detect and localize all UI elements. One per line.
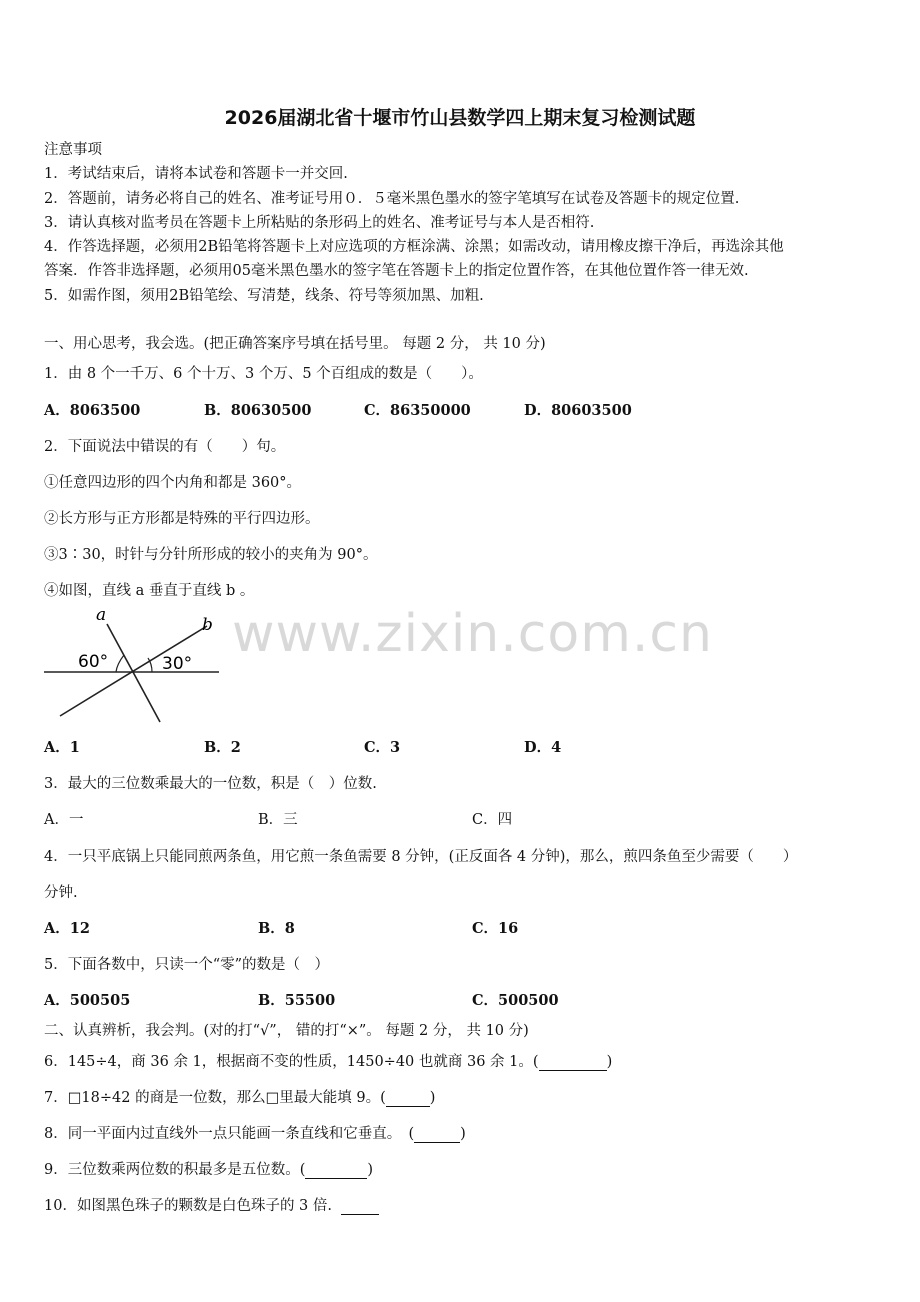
section-one-heading: 一、用心思考，我会选。(把正确答案序号填在括号里。 每题 2 分， 共 10 分): [44, 336, 546, 352]
q5-option-a: A．500505: [44, 992, 131, 1009]
page-title: 2026届湖北省十堰市竹山县数学四上期末复习检测试题: [224, 107, 696, 129]
notice-item: 1．考试结束后，请将本试卷和答题卡一并交回.: [44, 166, 348, 182]
question-5: 5．下面各数中，只读一个“零”的数是（ ）: [44, 957, 330, 973]
angle-30-label: 30°: [162, 654, 193, 674]
q8-text: 8．同一平面内过直线外一点只能画一条直线和它垂直。 (: [44, 1126, 415, 1142]
answer-blank[interactable]: [305, 1164, 367, 1179]
q1-option-a: A．8063500: [44, 402, 141, 419]
question-7: [44, 1086, 435, 1107]
close-paren: ): [429, 1090, 436, 1106]
q1-option-c: C．86350000: [364, 402, 471, 419]
question-4: 4．一只平底锅上只能同煎两条鱼，用它煎一条鱼需要 8 分钟，(正反面各 4 分钟)，那么，煎四条鱼至少需要（ ）: [44, 849, 798, 865]
q3-option-b: B．三: [258, 812, 298, 828]
answer-blank[interactable]: [341, 1200, 379, 1215]
notice-item: 5．如需作图，须用2B铅笔绘、写清楚，线条、符号等须加黑、加粗.: [44, 288, 484, 304]
q4-option-a: A．12: [44, 920, 90, 937]
q2-statement-2: ②长方形与正方形都是特殊的平行四边形。: [44, 511, 320, 527]
label-b: b: [202, 615, 213, 635]
answer-blank[interactable]: [539, 1056, 607, 1071]
notice-heading: 注意事项: [44, 142, 102, 158]
q1-option-d: D．80603500: [524, 402, 632, 419]
question-3: 3．最大的三位数乘最大的一位数，积是（ ）位数.: [44, 776, 377, 792]
question-9: [44, 1158, 373, 1179]
q4-option-c: C．16: [472, 920, 519, 937]
q2-statement-3: ③3∶30，时针与分针所形成的较小的夹角为 90°。: [44, 547, 378, 563]
question-6: [44, 1050, 612, 1071]
q2-statement-1: ①任意四边形的四个内角和都是 360°。: [44, 475, 302, 491]
q2-option-d: D．4: [524, 739, 562, 756]
watermark: www.zixin.com.cn: [232, 604, 713, 664]
close-paren: ): [606, 1054, 613, 1070]
notice-item: 2．答题前，请务必将自己的姓名、准考证号用０．５毫米黑色墨水的签字笔填写在试卷及答题卡的规定位置.: [44, 191, 740, 207]
q2-option-b: B．2: [204, 739, 241, 756]
q3-option-a: A．一: [44, 812, 84, 828]
question-1: 1．由 8 个一千万、6 个十万、3 个万、5 个百组成的数是（ ）。: [44, 366, 483, 382]
q3-option-c: C．四: [472, 812, 513, 828]
notice-item: 4．作答选择题，必须用2B铅笔将答题卡上对应选项的方框涂满、涂黑；如需改动，请用橡皮擦干净后，再选涂其他: [44, 239, 784, 255]
close-paren: ): [367, 1162, 374, 1178]
q2-option-c: C．3: [364, 739, 401, 756]
answer-blank[interactable]: [386, 1092, 430, 1107]
q7-text: 7．□18÷42 的商是一位数，那么□里最大能填 9。(: [44, 1090, 386, 1106]
notice-item: 答案．作答非选择题，必须用05毫米黑色墨水的签字笔在答题卡上的指定位置作答，在其他位置作答一律无效.: [44, 263, 749, 279]
q5-option-b: B．55500: [258, 992, 336, 1009]
label-a: a: [96, 606, 107, 625]
lines-angle-figure: [44, 606, 224, 724]
q2-statement-4: ④如图，直线 a 垂直于直线 b 。: [44, 583, 255, 599]
question-2: 2．下面说法中错误的有（ ）句。: [44, 439, 286, 455]
line-a: [107, 624, 160, 722]
q10-text: 10．如图黑色珠子的颗数是白色珠子的 3 倍.: [44, 1198, 333, 1214]
notice-item: 3．请认真核对监考员在答题卡上所粘贴的条形码上的姓名、准考证号与本人是否相符.: [44, 215, 595, 231]
section-two-heading: 二、认真辨析，我会判。(对的打“√”， 错的打“×”。 每题 2 分， 共 10 分): [44, 1023, 529, 1039]
question-4-cont: 分钟.: [44, 885, 78, 901]
question-10: [44, 1194, 379, 1215]
q2-option-a: A．1: [44, 739, 80, 756]
answer-blank[interactable]: [414, 1128, 460, 1143]
close-paren: ): [460, 1126, 466, 1142]
q4-option-b: B．8: [258, 920, 295, 937]
angle-60-label: 60°: [78, 652, 109, 672]
q5-option-c: C．500500: [472, 992, 559, 1009]
q1-option-b: B．80630500: [204, 402, 312, 419]
q6-text: 6．145÷4，商 36 余 1，根据商不变的性质，1450÷40 也就商 36 余 1。(: [44, 1054, 539, 1070]
q9-text: 9．三位数乘两位数的积最多是五位数。(: [44, 1162, 306, 1178]
question-8: [44, 1122, 466, 1143]
angle-arc-60: [116, 655, 124, 672]
